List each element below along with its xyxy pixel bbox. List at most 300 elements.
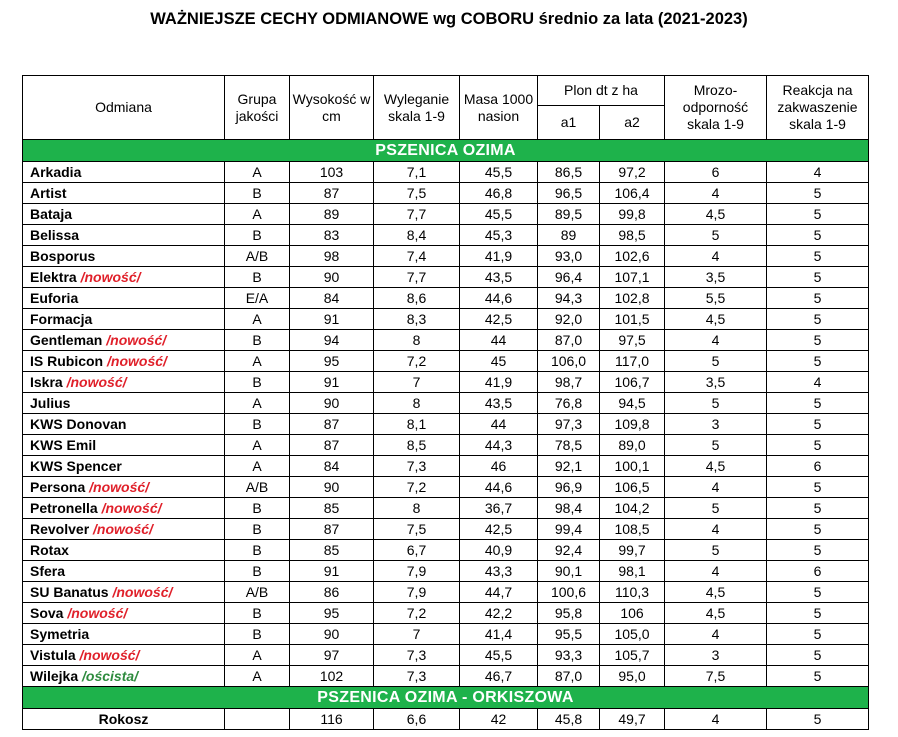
cell-reakcja: 5 bbox=[767, 540, 869, 561]
cell-mrozoodpornosc: 4 bbox=[665, 330, 767, 351]
cell-mrozoodpornosc: 4,5 bbox=[665, 582, 767, 603]
cell-grupa: E/A bbox=[225, 288, 290, 309]
table-row bbox=[23, 498, 869, 519]
cell-grupa: B bbox=[225, 225, 290, 246]
cell-masa: 44,3 bbox=[460, 435, 538, 456]
cell-wysokosc: 91 bbox=[290, 309, 374, 330]
cell-odmiana bbox=[23, 519, 225, 540]
cell-plon-a2: 94,5 bbox=[600, 393, 665, 414]
cell-mrozoodpornosc: 4,5 bbox=[665, 603, 767, 624]
variety-name: KWS Spencer bbox=[30, 457, 122, 474]
cell-masa: 42,5 bbox=[460, 519, 538, 540]
cell-wysokosc: 86 bbox=[290, 582, 374, 603]
table-row bbox=[23, 435, 869, 456]
variety-name: Euforia bbox=[30, 289, 79, 306]
cell-wyleganie: 8 bbox=[374, 393, 460, 414]
cell-plon-a1: 93,3 bbox=[538, 645, 600, 666]
varieties-table bbox=[22, 75, 869, 730]
cell-wysokosc: 95 bbox=[290, 351, 374, 372]
cell-masa: 46,8 bbox=[460, 183, 538, 204]
cell-plon-a1: 89 bbox=[538, 225, 600, 246]
cell-wysokosc: 97 bbox=[290, 645, 374, 666]
cell-plon-a1: 95,8 bbox=[538, 603, 600, 624]
cell-plon-a2: 101,5 bbox=[600, 309, 665, 330]
cell-masa: 42 bbox=[460, 709, 538, 730]
cell-wysokosc: 91 bbox=[290, 372, 374, 393]
cell-wyleganie: 7,3 bbox=[374, 456, 460, 477]
cell-odmiana bbox=[23, 540, 225, 561]
cell-plon-a1: 87,0 bbox=[538, 330, 600, 351]
cell-reakcja: 5 bbox=[767, 645, 869, 666]
cell-grupa: A bbox=[225, 393, 290, 414]
table-row bbox=[23, 351, 869, 372]
table-row bbox=[23, 709, 869, 730]
cell-reakcja: 5 bbox=[767, 183, 869, 204]
cell-wyleganie: 7,2 bbox=[374, 603, 460, 624]
cell-mrozoodpornosc: 3 bbox=[665, 645, 767, 666]
cell-odmiana bbox=[23, 225, 225, 246]
cell-wyleganie: 8 bbox=[374, 330, 460, 351]
cell-masa: 41,9 bbox=[460, 372, 538, 393]
cell-mrozoodpornosc: 4 bbox=[665, 477, 767, 498]
cell-masa: 45,3 bbox=[460, 225, 538, 246]
cell-grupa: A bbox=[225, 666, 290, 687]
cell-odmiana bbox=[23, 624, 225, 645]
header-plon: Plon dt z ha bbox=[538, 76, 665, 106]
table-row bbox=[23, 645, 869, 666]
cell-reakcja: 5 bbox=[767, 624, 869, 645]
variety-name: Bataja bbox=[30, 205, 73, 222]
cell-wysokosc: 90 bbox=[290, 477, 374, 498]
section-title: PSZENICA OZIMA - ORKISZOWA bbox=[23, 687, 869, 709]
cell-masa: 46,7 bbox=[460, 666, 538, 687]
cell-plon-a1: 96,5 bbox=[538, 183, 600, 204]
variety-name: Elektra bbox=[30, 268, 77, 285]
cell-plon-a1: 76,8 bbox=[538, 393, 600, 414]
variety-name: Persona bbox=[30, 478, 86, 495]
cell-plon-a1: 97,3 bbox=[538, 414, 600, 435]
cell-plon-a1: 92,4 bbox=[538, 540, 600, 561]
cell-plon-a1: 100,6 bbox=[538, 582, 600, 603]
cell-plon-a2: 49,7 bbox=[600, 709, 665, 730]
table-row bbox=[23, 540, 869, 561]
table-row bbox=[23, 267, 869, 288]
cell-odmiana bbox=[23, 709, 225, 730]
cell-plon-a2: 105,0 bbox=[600, 624, 665, 645]
cell-grupa: B bbox=[225, 183, 290, 204]
cell-wysokosc: 95 bbox=[290, 603, 374, 624]
variety-name: Petronella bbox=[30, 499, 98, 516]
table-row bbox=[23, 561, 869, 582]
variety-note: /nowość/ bbox=[79, 646, 140, 663]
cell-wyleganie: 7,2 bbox=[374, 477, 460, 498]
cell-grupa: A bbox=[225, 456, 290, 477]
variety-name: KWS Emil bbox=[30, 436, 97, 453]
cell-odmiana bbox=[23, 561, 225, 582]
cell-wysokosc: 89 bbox=[290, 204, 374, 225]
cell-wyleganie: 7,3 bbox=[374, 666, 460, 687]
cell-reakcja: 5 bbox=[767, 330, 869, 351]
cell-reakcja: 5 bbox=[767, 666, 869, 687]
cell-odmiana bbox=[23, 582, 225, 603]
header-wysokosc: Wysokość w cm bbox=[290, 76, 374, 140]
cell-masa: 44,7 bbox=[460, 582, 538, 603]
table-row bbox=[23, 183, 869, 204]
variety-name: Artist bbox=[30, 184, 67, 201]
cell-grupa: A bbox=[225, 204, 290, 225]
variety-name: IS Rubicon bbox=[30, 352, 104, 369]
table-row bbox=[23, 477, 869, 498]
header-mrozoodpornosc: Mrozo-odporność skala 1-9 bbox=[665, 76, 767, 140]
cell-mrozoodpornosc: 7,5 bbox=[665, 666, 767, 687]
variety-name: Rotax bbox=[30, 541, 69, 558]
cell-wysokosc: 90 bbox=[290, 267, 374, 288]
header-grupa: Grupa jakości bbox=[225, 76, 290, 140]
cell-reakcja: 5 bbox=[767, 477, 869, 498]
cell-plon-a2: 117,0 bbox=[600, 351, 665, 372]
cell-wysokosc: 90 bbox=[290, 393, 374, 414]
cell-grupa bbox=[225, 709, 290, 730]
cell-grupa: B bbox=[225, 498, 290, 519]
table-row bbox=[23, 624, 869, 645]
variety-name: Symetria bbox=[30, 625, 90, 642]
cell-mrozoodpornosc: 6 bbox=[665, 162, 767, 183]
cell-wyleganie: 7,5 bbox=[374, 183, 460, 204]
cell-odmiana bbox=[23, 183, 225, 204]
cell-reakcja: 5 bbox=[767, 225, 869, 246]
cell-wyleganie: 8,1 bbox=[374, 414, 460, 435]
cell-plon-a2: 106,4 bbox=[600, 183, 665, 204]
cell-grupa: B bbox=[225, 330, 290, 351]
cell-plon-a1: 98,7 bbox=[538, 372, 600, 393]
cell-grupa: A/B bbox=[225, 582, 290, 603]
cell-odmiana bbox=[23, 456, 225, 477]
cell-mrozoodpornosc: 4,5 bbox=[665, 456, 767, 477]
cell-reakcja: 5 bbox=[767, 603, 869, 624]
header-reakcja: Reakcja na zakwaszenie skala 1-9 bbox=[767, 76, 869, 140]
cell-wysokosc: 83 bbox=[290, 225, 374, 246]
cell-wysokosc: 103 bbox=[290, 162, 374, 183]
cell-plon-a2: 99,7 bbox=[600, 540, 665, 561]
variety-name: Sfera bbox=[30, 562, 66, 579]
cell-grupa: A bbox=[225, 645, 290, 666]
cell-plon-a1: 78,5 bbox=[538, 435, 600, 456]
cell-reakcja: 5 bbox=[767, 288, 869, 309]
variety-note: /nowość/ bbox=[80, 268, 141, 285]
cell-plon-a2: 97,5 bbox=[600, 330, 665, 351]
cell-reakcja: 5 bbox=[767, 435, 869, 456]
cell-grupa: A/B bbox=[225, 246, 290, 267]
cell-mrozoodpornosc: 5 bbox=[665, 225, 767, 246]
variety-note: /nowość/ bbox=[112, 583, 173, 600]
variety-note: /nowość/ bbox=[101, 499, 162, 516]
cell-plon-a2: 105,7 bbox=[600, 645, 665, 666]
cell-reakcja: 5 bbox=[767, 519, 869, 540]
section-header bbox=[23, 140, 869, 162]
cell-masa: 42,2 bbox=[460, 603, 538, 624]
variety-name: Wilejka bbox=[30, 667, 79, 684]
table-row bbox=[23, 204, 869, 225]
cell-plon-a2: 98,1 bbox=[600, 561, 665, 582]
cell-odmiana bbox=[23, 351, 225, 372]
cell-reakcja: 5 bbox=[767, 582, 869, 603]
cell-plon-a2: 104,2 bbox=[600, 498, 665, 519]
cell-mrozoodpornosc: 4 bbox=[665, 561, 767, 582]
cell-wysokosc: 87 bbox=[290, 183, 374, 204]
cell-masa: 43,5 bbox=[460, 267, 538, 288]
cell-masa: 44,6 bbox=[460, 477, 538, 498]
cell-wysokosc: 85 bbox=[290, 498, 374, 519]
variety-note: /nowość/ bbox=[106, 331, 167, 348]
cell-plon-a2: 106,7 bbox=[600, 372, 665, 393]
header-odmiana: Odmiana bbox=[23, 76, 225, 140]
cell-mrozoodpornosc: 5 bbox=[665, 435, 767, 456]
cell-masa: 46 bbox=[460, 456, 538, 477]
cell-wyleganie: 6,6 bbox=[374, 709, 460, 730]
cell-odmiana bbox=[23, 414, 225, 435]
cell-grupa: B bbox=[225, 624, 290, 645]
cell-masa: 43,5 bbox=[460, 393, 538, 414]
cell-wysokosc: 94 bbox=[290, 330, 374, 351]
cell-masa: 45,5 bbox=[460, 162, 538, 183]
cell-plon-a2: 102,6 bbox=[600, 246, 665, 267]
cell-wyleganie: 7 bbox=[374, 624, 460, 645]
table-row bbox=[23, 246, 869, 267]
cell-wysokosc: 87 bbox=[290, 519, 374, 540]
cell-mrozoodpornosc: 4 bbox=[665, 519, 767, 540]
cell-mrozoodpornosc: 4,5 bbox=[665, 204, 767, 225]
cell-reakcja: 5 bbox=[767, 246, 869, 267]
cell-mrozoodpornosc: 4 bbox=[665, 183, 767, 204]
variety-name: Gentleman bbox=[30, 331, 103, 348]
cell-plon-a1: 92,0 bbox=[538, 309, 600, 330]
table-row bbox=[23, 666, 869, 687]
cell-wyleganie: 8,4 bbox=[374, 225, 460, 246]
cell-odmiana bbox=[23, 162, 225, 183]
table-row bbox=[23, 393, 869, 414]
cell-plon-a1: 98,4 bbox=[538, 498, 600, 519]
cell-grupa: B bbox=[225, 372, 290, 393]
variety-name: Revolver bbox=[30, 520, 90, 537]
variety-name: Formacja bbox=[30, 310, 93, 327]
cell-grupa: B bbox=[225, 540, 290, 561]
cell-plon-a2: 100,1 bbox=[600, 456, 665, 477]
cell-mrozoodpornosc: 4 bbox=[665, 624, 767, 645]
table-row bbox=[23, 603, 869, 624]
variety-note: /nowość/ bbox=[67, 604, 128, 621]
cell-wyleganie: 8 bbox=[374, 498, 460, 519]
variety-name: Sova bbox=[30, 604, 64, 621]
cell-wyleganie: 7 bbox=[374, 372, 460, 393]
table-row bbox=[23, 288, 869, 309]
cell-masa: 45,5 bbox=[460, 204, 538, 225]
cell-wyleganie: 7,1 bbox=[374, 162, 460, 183]
cell-plon-a1: 93,0 bbox=[538, 246, 600, 267]
cell-mrozoodpornosc: 5 bbox=[665, 393, 767, 414]
cell-plon-a1: 89,5 bbox=[538, 204, 600, 225]
cell-reakcja: 5 bbox=[767, 393, 869, 414]
cell-odmiana bbox=[23, 267, 225, 288]
cell-wysokosc: 87 bbox=[290, 435, 374, 456]
cell-reakcja: 5 bbox=[767, 309, 869, 330]
cell-odmiana bbox=[23, 498, 225, 519]
cell-odmiana bbox=[23, 666, 225, 687]
cell-plon-a2: 108,5 bbox=[600, 519, 665, 540]
variety-note: /nowość/ bbox=[93, 520, 153, 537]
cell-masa: 41,4 bbox=[460, 624, 538, 645]
cell-grupa: A/B bbox=[225, 477, 290, 498]
cell-reakcja: 4 bbox=[767, 162, 869, 183]
document-title: WAŻNIEJSZE CECHY ODMIANOWE wg COBORU średnio za lata (2021-2023) bbox=[150, 10, 748, 28]
cell-wyleganie: 7,3 bbox=[374, 645, 460, 666]
cell-mrozoodpornosc: 5 bbox=[665, 351, 767, 372]
cell-reakcja: 5 bbox=[767, 351, 869, 372]
cell-wysokosc: 102 bbox=[290, 666, 374, 687]
cell-grupa: B bbox=[225, 603, 290, 624]
cell-plon-a2: 107,1 bbox=[600, 267, 665, 288]
cell-reakcja: 6 bbox=[767, 456, 869, 477]
cell-mrozoodpornosc: 3 bbox=[665, 414, 767, 435]
cell-grupa: A bbox=[225, 435, 290, 456]
variety-name: Vistula bbox=[30, 646, 76, 663]
cell-masa: 45 bbox=[460, 351, 538, 372]
cell-plon-a2: 109,8 bbox=[600, 414, 665, 435]
cell-wyleganie: 7,2 bbox=[374, 351, 460, 372]
cell-reakcja: 5 bbox=[767, 709, 869, 730]
table-row bbox=[23, 225, 869, 246]
table-row bbox=[23, 309, 869, 330]
cell-wysokosc: 84 bbox=[290, 288, 374, 309]
variety-note: /oścista/ bbox=[82, 667, 139, 684]
cell-plon-a2: 89,0 bbox=[600, 435, 665, 456]
cell-plon-a1: 106,0 bbox=[538, 351, 600, 372]
cell-plon-a2: 95,0 bbox=[600, 666, 665, 687]
cell-wyleganie: 7,5 bbox=[374, 519, 460, 540]
cell-plon-a1: 92,1 bbox=[538, 456, 600, 477]
cell-plon-a2: 106 bbox=[600, 603, 665, 624]
cell-plon-a1: 96,4 bbox=[538, 267, 600, 288]
cell-wysokosc: 84 bbox=[290, 456, 374, 477]
header-masa: Masa 1000 nasion bbox=[460, 76, 538, 140]
header-a1: a1 bbox=[538, 106, 600, 140]
cell-odmiana bbox=[23, 246, 225, 267]
cell-plon-a2: 106,5 bbox=[600, 477, 665, 498]
cell-masa: 41,9 bbox=[460, 246, 538, 267]
cell-wyleganie: 8,5 bbox=[374, 435, 460, 456]
cell-wysokosc: 85 bbox=[290, 540, 374, 561]
cell-mrozoodpornosc: 4,5 bbox=[665, 309, 767, 330]
cell-reakcja: 5 bbox=[767, 267, 869, 288]
cell-reakcja: 4 bbox=[767, 372, 869, 393]
cell-masa: 44 bbox=[460, 330, 538, 351]
variety-name: Bosporus bbox=[30, 247, 96, 264]
table-row bbox=[23, 372, 869, 393]
cell-masa: 43,3 bbox=[460, 561, 538, 582]
cell-mrozoodpornosc: 3,5 bbox=[665, 267, 767, 288]
variety-name: Iskra bbox=[30, 373, 63, 390]
variety-name: Julius bbox=[30, 394, 71, 411]
cell-grupa: A bbox=[225, 351, 290, 372]
variety-name: KWS Donovan bbox=[30, 415, 127, 432]
cell-odmiana bbox=[23, 603, 225, 624]
cell-odmiana bbox=[23, 372, 225, 393]
cell-wysokosc: 116 bbox=[290, 709, 374, 730]
cell-odmiana bbox=[23, 393, 225, 414]
cell-odmiana bbox=[23, 309, 225, 330]
table-row bbox=[23, 519, 869, 540]
cell-wyleganie: 8,6 bbox=[374, 288, 460, 309]
cell-odmiana bbox=[23, 330, 225, 351]
cell-wyleganie: 7,7 bbox=[374, 267, 460, 288]
cell-plon-a2: 110,3 bbox=[600, 582, 665, 603]
cell-masa: 42,5 bbox=[460, 309, 538, 330]
cell-grupa: B bbox=[225, 267, 290, 288]
cell-mrozoodpornosc: 3,5 bbox=[665, 372, 767, 393]
cell-reakcja: 6 bbox=[767, 561, 869, 582]
cell-grupa: A bbox=[225, 162, 290, 183]
cell-mrozoodpornosc: 4 bbox=[665, 246, 767, 267]
cell-plon-a2: 99,8 bbox=[600, 204, 665, 225]
section-title: PSZENICA OZIMA bbox=[23, 140, 869, 162]
cell-plon-a1: 45,8 bbox=[538, 709, 600, 730]
cell-wyleganie: 7,4 bbox=[374, 246, 460, 267]
cell-wyleganie: 6,7 bbox=[374, 540, 460, 561]
variety-note: /nowość/ bbox=[89, 478, 150, 495]
cell-grupa: B bbox=[225, 414, 290, 435]
table-row bbox=[23, 414, 869, 435]
header-a2: a2 bbox=[600, 106, 665, 140]
cell-mrozoodpornosc: 5 bbox=[665, 498, 767, 519]
cell-mrozoodpornosc: 5,5 bbox=[665, 288, 767, 309]
cell-odmiana bbox=[23, 435, 225, 456]
cell-plon-a1: 86,5 bbox=[538, 162, 600, 183]
table-row bbox=[23, 162, 869, 183]
cell-reakcja: 5 bbox=[767, 498, 869, 519]
cell-odmiana bbox=[23, 645, 225, 666]
cell-mrozoodpornosc: 4 bbox=[665, 709, 767, 730]
variety-note: /nowość/ bbox=[66, 373, 127, 390]
table-row bbox=[23, 582, 869, 603]
cell-wyleganie: 7,9 bbox=[374, 561, 460, 582]
cell-plon-a1: 87,0 bbox=[538, 666, 600, 687]
cell-plon-a2: 102,8 bbox=[600, 288, 665, 309]
cell-plon-a1: 94,3 bbox=[538, 288, 600, 309]
cell-masa: 36,7 bbox=[460, 498, 538, 519]
cell-odmiana bbox=[23, 477, 225, 498]
header-wyleganie: Wyleganie skala 1-9 bbox=[374, 76, 460, 140]
cell-plon-a1: 95,5 bbox=[538, 624, 600, 645]
table-body bbox=[23, 140, 869, 730]
variety-name: SU Banatus bbox=[30, 583, 109, 600]
cell-wysokosc: 90 bbox=[290, 624, 374, 645]
cell-plon-a2: 98,5 bbox=[600, 225, 665, 246]
cell-masa: 44,6 bbox=[460, 288, 538, 309]
table-row bbox=[23, 456, 869, 477]
cell-wysokosc: 91 bbox=[290, 561, 374, 582]
cell-grupa: A bbox=[225, 309, 290, 330]
variety-name: Belissa bbox=[30, 226, 80, 243]
cell-masa: 44 bbox=[460, 414, 538, 435]
cell-plon-a2: 97,2 bbox=[600, 162, 665, 183]
cell-plon-a1: 99,4 bbox=[538, 519, 600, 540]
cell-masa: 45,5 bbox=[460, 645, 538, 666]
cell-grupa: B bbox=[225, 519, 290, 540]
cell-wysokosc: 87 bbox=[290, 414, 374, 435]
cell-mrozoodpornosc: 5 bbox=[665, 540, 767, 561]
cell-plon-a1: 90,1 bbox=[538, 561, 600, 582]
table-row bbox=[23, 330, 869, 351]
cell-masa: 40,9 bbox=[460, 540, 538, 561]
